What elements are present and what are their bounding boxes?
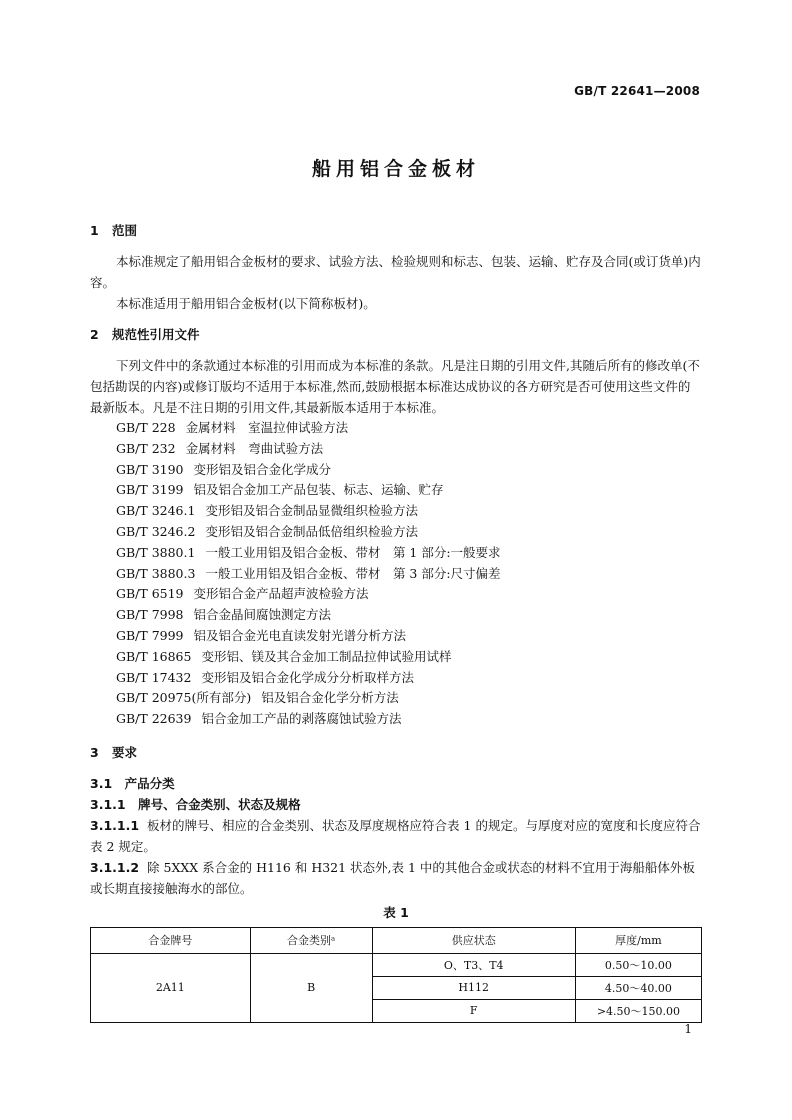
reference-title: 变形铝及铝合金制品低倍组织检验方法 <box>205 523 418 539</box>
reference-code: GB/T 6519 <box>116 586 184 602</box>
list-item <box>90 439 702 460</box>
section-title: 范围 <box>112 223 138 238</box>
reference-code: GB/T 3880.1 <box>116 544 196 560</box>
subsection-heading: 3.1 产品分类 <box>90 775 175 791</box>
section-3-heading <box>90 742 702 763</box>
list-item <box>90 418 702 439</box>
column-header: 合金类别ᵃ <box>250 927 372 953</box>
reference-code: GB/T 7999 <box>116 627 184 643</box>
reference-title: 变形铝及铝合金制品显微组织检验方法 <box>205 503 418 519</box>
reference-title: 金属材料 弯曲试验方法 <box>185 440 324 456</box>
spec-table <box>90 927 702 1023</box>
list-item <box>90 647 702 668</box>
reference-title: 铝及铝合金加工产品包装、标志、运输、贮存 <box>193 482 444 498</box>
section-title: 要求 <box>112 744 138 760</box>
reference-code: GB/T 3190 <box>116 461 184 477</box>
list-item <box>90 584 702 605</box>
clause-number: 3.1.1.1 <box>90 817 140 833</box>
reference-code: GB/T 3246.1 <box>116 503 196 519</box>
section-number: 2 <box>90 327 99 342</box>
reference-title: 金属材料 室温拉伸试验方法 <box>185 420 349 435</box>
list-item <box>90 480 702 501</box>
reference-title: 铝及铝合金光电直读发射光谱分析方法 <box>193 627 407 643</box>
clause <box>90 857 702 899</box>
reference-code: GB/T 7998 <box>116 607 184 623</box>
list-item <box>90 709 702 730</box>
temper-cell: H112 <box>372 976 575 999</box>
category-cell: B <box>250 953 372 1022</box>
list-item <box>90 688 702 709</box>
list-item <box>90 605 702 626</box>
column-header: 厚度/mm <box>575 927 701 953</box>
list-item <box>90 501 702 522</box>
document-body <box>90 220 702 1023</box>
column-header: 合金牌号 <box>91 927 251 953</box>
paragraph: 本标准适用于船用铝合金板材(以下简称板材)。 <box>116 296 376 311</box>
section-1-heading <box>90 220 702 241</box>
reference-code: GB/T 17432 <box>116 669 192 685</box>
alloy-cell: 2A11 <box>91 953 251 1022</box>
paragraph: 本标准规定了船用铝合金板材的要求、试验方法、检验规则和标志、包装、运输、贮存及合同(或订货单)内容。 <box>90 254 701 290</box>
reference-title: 变形铝及铝合金化学成分 <box>193 461 332 477</box>
temper-cell: F <box>372 999 575 1022</box>
thickness-cell: >4.50～150.00 <box>575 999 701 1022</box>
subsection-heading: 3.1.1 牌号、合金类别、状态及规格 <box>90 796 301 812</box>
reference-title: 铝合金晶间腐蚀测定方法 <box>193 607 332 623</box>
clause-number: 3.1.1.2 <box>90 859 140 875</box>
reference-code: GB/T 3199 <box>116 482 184 498</box>
reference-code: GB/T 22639 <box>116 711 192 727</box>
section-title: 规范性引用文件 <box>112 327 200 342</box>
reference-title: 铝合金加工产品的剥落腐蚀试验方法 <box>201 711 402 727</box>
table-row <box>91 953 702 976</box>
reference-code: GB/T 232 <box>116 440 176 456</box>
column-header: 供应状态 <box>372 927 575 953</box>
list-item <box>90 522 702 543</box>
list-item <box>90 626 702 647</box>
thickness-cell: 0.50～10.00 <box>575 953 701 976</box>
reference-list <box>90 418 702 730</box>
reference-title: 变形铝及铝合金化学成分分析取样方法 <box>201 669 414 685</box>
reference-code: GB/T 3880.3 <box>116 565 196 581</box>
section-number: 3 <box>90 744 99 760</box>
reference-title: 变形铝合金产品超声波检验方法 <box>193 586 369 602</box>
reference-title: 一般工业用铝及铝合金板、带材 第 3 部分:尺寸偏差 <box>205 565 501 581</box>
reference-title: 一般工业用铝及铝合金板、带材 第 1 部分:一般要求 <box>205 544 501 560</box>
clause <box>90 815 702 857</box>
reference-code: GB/T 20975(所有部分) <box>116 690 252 706</box>
list-item <box>90 460 702 481</box>
list-item <box>90 564 702 585</box>
reference-title: 变形铝、镁及其合金加工制品拉伸试验用试样 <box>201 648 452 664</box>
section-number: 1 <box>90 223 99 238</box>
clause-text: 除 5XXX 系合金的 H116 和 H321 状态外,表 1 中的其他合金或状态的材料不宜用于海船船体外板或长期直接接触海水的部位。 <box>90 859 695 896</box>
reference-code: GB/T 228 <box>116 420 176 435</box>
paragraph: 下列文件中的条款通过本标准的引用而成为本标准的条款。凡是注日期的引用文件,其随后所有的修改单(不包括勘误的内容)或修订版均不适用于本标准,然而,鼓励根据本标准达成协议的各方研究是否可使用这些文件的最新版本。凡是不注日期的引用文件,其最新版本适用于本标准。 <box>90 358 700 415</box>
list-item <box>90 543 702 564</box>
reference-code: GB/T 16865 <box>116 648 192 664</box>
page-number: 1 <box>684 1022 692 1036</box>
clause-text: 板材的牌号、相应的合金类别、状态及厚度规格应符合表 1 的规定。与厚度对应的宽度和长度应符合表 2 规定。 <box>90 817 701 854</box>
reference-code: GB/T 3246.2 <box>116 523 196 539</box>
temper-cell: O、T3、T4 <box>372 953 575 976</box>
section-2-heading <box>90 324 702 345</box>
document-title: 船用铝合金板材 <box>311 158 480 180</box>
table-caption: 表 1 <box>383 904 409 920</box>
table-header-row <box>91 927 702 953</box>
reference-title: 铝及铝合金化学分析方法 <box>261 690 399 706</box>
thickness-cell: 4.50～40.00 <box>575 976 701 999</box>
list-item <box>90 668 702 689</box>
standard-code: GB/T 22641—2008 <box>574 84 700 98</box>
